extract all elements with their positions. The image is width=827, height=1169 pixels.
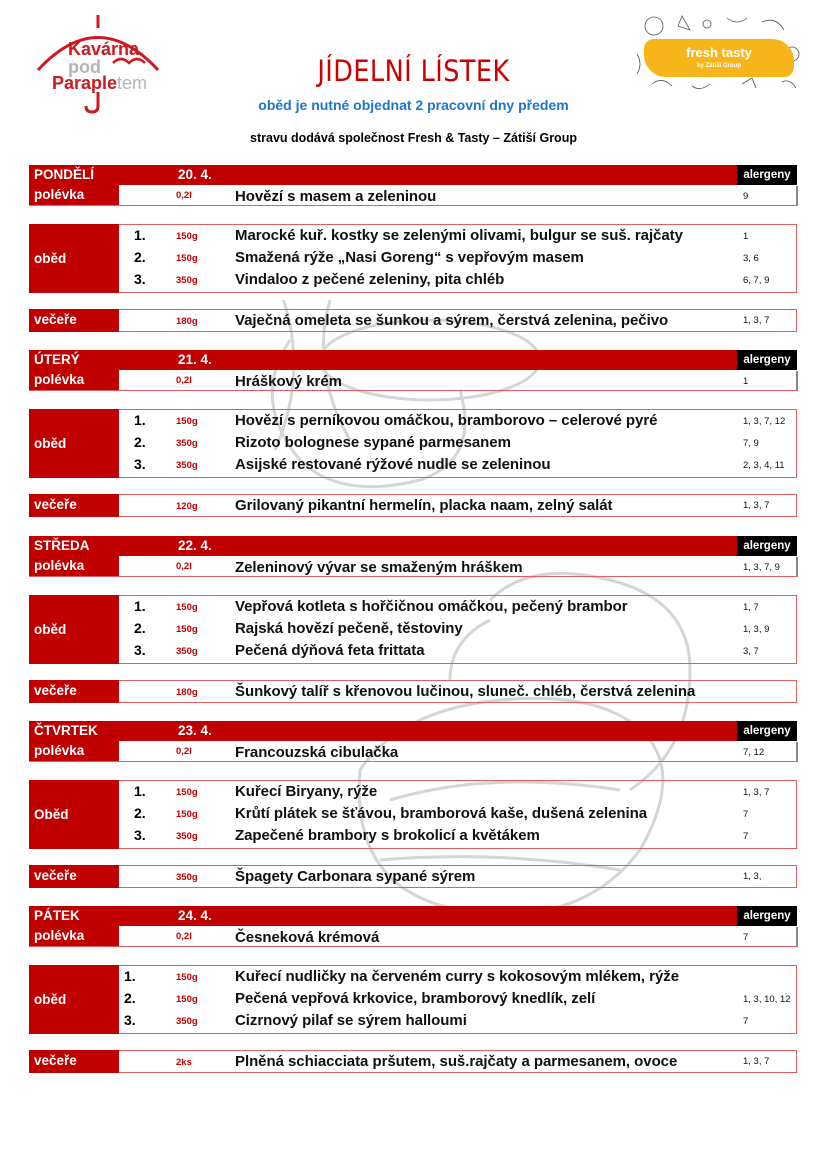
lunch-item-weight: 150g [176, 994, 198, 1005]
lunch-item-weight: 150g [176, 253, 198, 264]
lunch-label [29, 595, 119, 664]
lunch-block [29, 965, 797, 1034]
dinner-weight: 180g [176, 316, 198, 327]
lunch-item-weight: 150g [176, 624, 198, 635]
soup-row [29, 927, 798, 947]
lunch-label-text: oběd [34, 622, 67, 637]
soup-allergens: 7 [743, 932, 749, 943]
dinner-label [29, 865, 119, 888]
order-notice: oběd je nutné objednat 2 pracovní dny předem [258, 97, 569, 113]
lunch-item-weight: 350g [176, 460, 198, 471]
day-block-thursday [29, 721, 797, 891]
lunch-item-dish: Kuřecí nudličky na červeném curry s kokosovým mlékem, rýže [235, 968, 679, 985]
lunch-item-dish: Rizoto bolognese sypané parmesanem [235, 434, 511, 451]
lunch-item-allergens: 1, 7 [743, 602, 759, 613]
lunch-item-dish: Krůtí plátek se šťávou, bramborová kaše, dušená zelenina [235, 805, 648, 822]
day-name: STŘEDA [34, 538, 90, 553]
lunch-item-dish: Hovězí s perníkovou omáčkou, bramborovo – celerové pyré [235, 412, 658, 429]
soup-label [29, 185, 119, 205]
day-date: 24. 4. [178, 908, 212, 923]
lunch-item-allergens: 1, 3, 10, 12 [743, 994, 791, 1005]
lunch-label-text: oběd [34, 992, 67, 1007]
lunch-block [29, 409, 797, 478]
day-block-wednesday [29, 536, 797, 706]
soup-label-text: polévka [34, 928, 85, 943]
dinner-allergens: 1, 3, [743, 871, 762, 882]
lunch-item-number: 1. [134, 598, 146, 614]
lunch-item-weight: 350g [176, 831, 198, 842]
allergens-header: alergeny [737, 906, 797, 926]
day-header [29, 350, 737, 370]
soup-weight: 0,2l [176, 561, 192, 572]
lunch-item-dish: Pečená vepřová krkovice, bramborový knedlík, zelí [235, 990, 596, 1007]
lunch-item-dish: Zapečené brambory s brokolicí a květákem [235, 827, 540, 844]
soup-allergens: 7, 12 [743, 747, 765, 758]
dinner-row [29, 494, 797, 517]
dinner-label [29, 680, 119, 703]
lunch-item-dish: Kuřecí Biryany, rýže [235, 783, 378, 800]
lunch-item-number: 3. [124, 1012, 136, 1028]
dinner-row [29, 865, 797, 888]
lunch-item-number: 1. [134, 227, 146, 243]
lunch-item-dish: Vindaloo z pečené zeleniny, pita chléb [235, 271, 505, 288]
soup-weight: 0,2l [176, 931, 192, 942]
soup-dish: Česneková krémová [235, 929, 380, 946]
lunch-item-number: 1. [134, 412, 146, 428]
lunch-item-weight: 150g [176, 787, 198, 798]
lunch-label [29, 409, 119, 478]
soup-label [29, 370, 119, 390]
day-block-tuesday [29, 350, 797, 520]
dinner-row [29, 680, 797, 703]
lunch-block [29, 595, 797, 664]
logo-line-1: Kavárna [68, 39, 140, 59]
supplier-note: stravu dodává společnost Fresh & Tasty – Zátiší Group [250, 131, 577, 145]
logo-line-3-red: Paraple [52, 73, 118, 93]
lunch-item-allergens: 2, 3, 4, 11 [743, 460, 785, 471]
allergens-header: alergeny [737, 721, 797, 741]
day-name: PÁTEK [34, 908, 80, 923]
soup-dish: Francouzská cibulačka [235, 744, 399, 761]
logo-line-2: pod [68, 57, 101, 77]
dinner-label-text: večeře [34, 497, 77, 512]
day-date: 23. 4. [178, 723, 212, 738]
soup-weight: 0,2l [176, 746, 192, 757]
allergens-header: alergeny [737, 165, 797, 185]
dinner-label-text: večeře [34, 868, 77, 883]
dinner-row [29, 1050, 797, 1073]
lunch-item-weight: 150g [176, 416, 198, 427]
lunch-block [29, 224, 797, 293]
lunch-item-allergens: 3, 6 [743, 253, 759, 264]
page-title: JÍDELNÍ LÍSTEK [317, 54, 510, 88]
soup-weight: 0,2l [176, 375, 192, 386]
dinner-weight: 350g [176, 872, 198, 883]
lunch-item-allergens: 6, 7, 9 [743, 275, 770, 286]
day-name: PONDĚLÍ [34, 167, 95, 182]
dinner-dish: Grilovaný pikantní hermelín, placka naam, zelný salát [235, 497, 613, 514]
dinner-weight: 2ks [176, 1057, 192, 1068]
dinner-weight: 120g [176, 501, 198, 512]
soup-row [29, 371, 798, 391]
lunch-item-allergens: 1, 3, 9 [743, 624, 770, 635]
lunch-label-text: Oběd [34, 807, 69, 822]
lunch-item-allergens: 7 [743, 831, 749, 842]
allergens-header: alergeny [737, 350, 797, 370]
lunch-item-number: 1. [124, 968, 136, 984]
lunch-item-allergens: 1, 3, 7 [743, 787, 770, 798]
logo-line-3-grey: tem [117, 73, 148, 93]
dinner-row [29, 309, 797, 332]
soup-dish: Hovězí s masem a zeleninou [235, 188, 437, 205]
dinner-dish: Šunkový talíř s křenovou lučinou, sluneč. chléb, čerstvá zelenina [235, 683, 696, 700]
lunch-item-dish: Rajská hovězí pečeně, těstoviny [235, 620, 463, 637]
day-block-friday [29, 906, 797, 1076]
lunch-item-allergens: 3, 7 [743, 646, 759, 657]
lunch-item-number: 2. [134, 434, 146, 450]
soup-label-text: polévka [34, 187, 85, 202]
lunch-item-weight: 350g [176, 646, 198, 657]
lunch-item-allergens: 1 [743, 231, 749, 242]
lunch-item-weight: 150g [176, 809, 198, 820]
day-block-monday [29, 165, 797, 335]
lunch-item-number: 3. [134, 827, 146, 843]
soup-allergens: 9 [743, 191, 749, 202]
lunch-item-allergens: 7, 9 [743, 438, 759, 449]
soup-label-text: polévka [34, 743, 85, 758]
soup-row [29, 742, 798, 762]
day-header [29, 165, 737, 185]
dinner-label [29, 494, 119, 517]
lunch-label [29, 780, 119, 849]
lunch-item-allergens: 1, 3, 7, 12 [743, 416, 786, 427]
day-name: ČTVRTEK [34, 723, 98, 738]
dinner-label-text: večeře [34, 1053, 77, 1068]
soup-dish: Zeleninový vývar se smaženým hráškem [235, 559, 523, 576]
day-name: ÚTERÝ [34, 352, 80, 367]
soup-row [29, 186, 798, 206]
soup-label [29, 741, 119, 761]
lunch-item-number: 2. [134, 805, 146, 821]
soup-dish: Hráškový krém [235, 373, 342, 390]
day-date: 20. 4. [178, 167, 212, 182]
lunch-item-weight: 350g [176, 438, 198, 449]
lunch-label [29, 224, 119, 293]
lunch-item-dish: Vepřová kotleta s hořčičnou omáčkou, pečený brambor [235, 598, 628, 615]
lunch-item-number: 2. [124, 990, 136, 1006]
lunch-item-number: 3. [134, 642, 146, 658]
soup-label-text: polévka [34, 372, 85, 387]
dinner-label-text: večeře [34, 683, 77, 698]
day-date: 22. 4. [178, 538, 212, 553]
day-date: 21. 4. [178, 352, 212, 367]
soup-allergens: 1 [743, 376, 749, 387]
day-header [29, 536, 737, 556]
dinner-dish: Plněná schiacciata pršutem, suš.rajčaty a parmesanem, ovoce [235, 1053, 678, 1070]
dinner-dish: Špagety Carbonara sypané sýrem [235, 868, 476, 885]
lunch-item-dish: Smažená rýže „Nasi Goreng“ s vepřovým masem [235, 249, 584, 266]
lunch-item-allergens: 7 [743, 809, 749, 820]
dinner-allergens: 1, 3, 7 [743, 315, 770, 326]
lunch-item-number: 2. [134, 249, 146, 265]
dinner-label-text: večeře [34, 312, 77, 327]
lunch-item-number: 3. [134, 271, 146, 287]
lunch-item-dish: Cizrnový pilaf se sýrem halloumi [235, 1012, 467, 1029]
dinner-label [29, 309, 119, 332]
lunch-item-weight: 150g [176, 231, 198, 242]
lunch-item-weight: 150g [176, 972, 198, 983]
lunch-item-number: 3. [134, 456, 146, 472]
allergens-header: alergeny [737, 536, 797, 556]
lunch-item-dish: Asijské restované rýžové nudle se zeleninou [235, 456, 551, 473]
dinner-weight: 180g [176, 687, 198, 698]
day-header [29, 906, 737, 926]
lunch-label [29, 965, 119, 1034]
sponsor-name: fresh tasty [686, 45, 752, 60]
dinner-allergens: 1, 3, 7 [743, 500, 770, 511]
lunch-item-dish: Pečená dýňová feta frittata [235, 642, 425, 659]
lunch-item-dish: Marocké kuř. kostky se zelenými olivami, bulgur se suš. rajčaty [235, 227, 683, 244]
day-header [29, 721, 737, 741]
lunch-item-number: 2. [134, 620, 146, 636]
dinner-dish: Vaječná omeleta se šunkou a sýrem, čerstvá zelenina, pečivo [235, 312, 669, 329]
dinner-allergens: 1, 3, 7 [743, 1056, 770, 1067]
soup-label [29, 556, 119, 576]
lunch-item-weight: 350g [176, 275, 198, 286]
soup-allergens: 1, 3, 7, 9 [743, 562, 780, 573]
lunch-item-allergens: 7 [743, 1016, 749, 1027]
lunch-item-weight: 150g [176, 602, 198, 613]
lunch-label-text: oběd [34, 251, 67, 266]
lunch-block [29, 780, 797, 849]
dinner-label [29, 1050, 119, 1073]
lunch-label-text: oběd [34, 436, 67, 451]
lunch-item-number: 1. [134, 783, 146, 799]
lunch-item-weight: 350g [176, 1016, 198, 1027]
soup-row [29, 557, 798, 577]
soup-label-text: polévka [34, 558, 85, 573]
soup-weight: 0,2l [176, 190, 192, 201]
sponsor-tagline: by Zátiší Group [696, 63, 741, 69]
soup-label [29, 926, 119, 946]
